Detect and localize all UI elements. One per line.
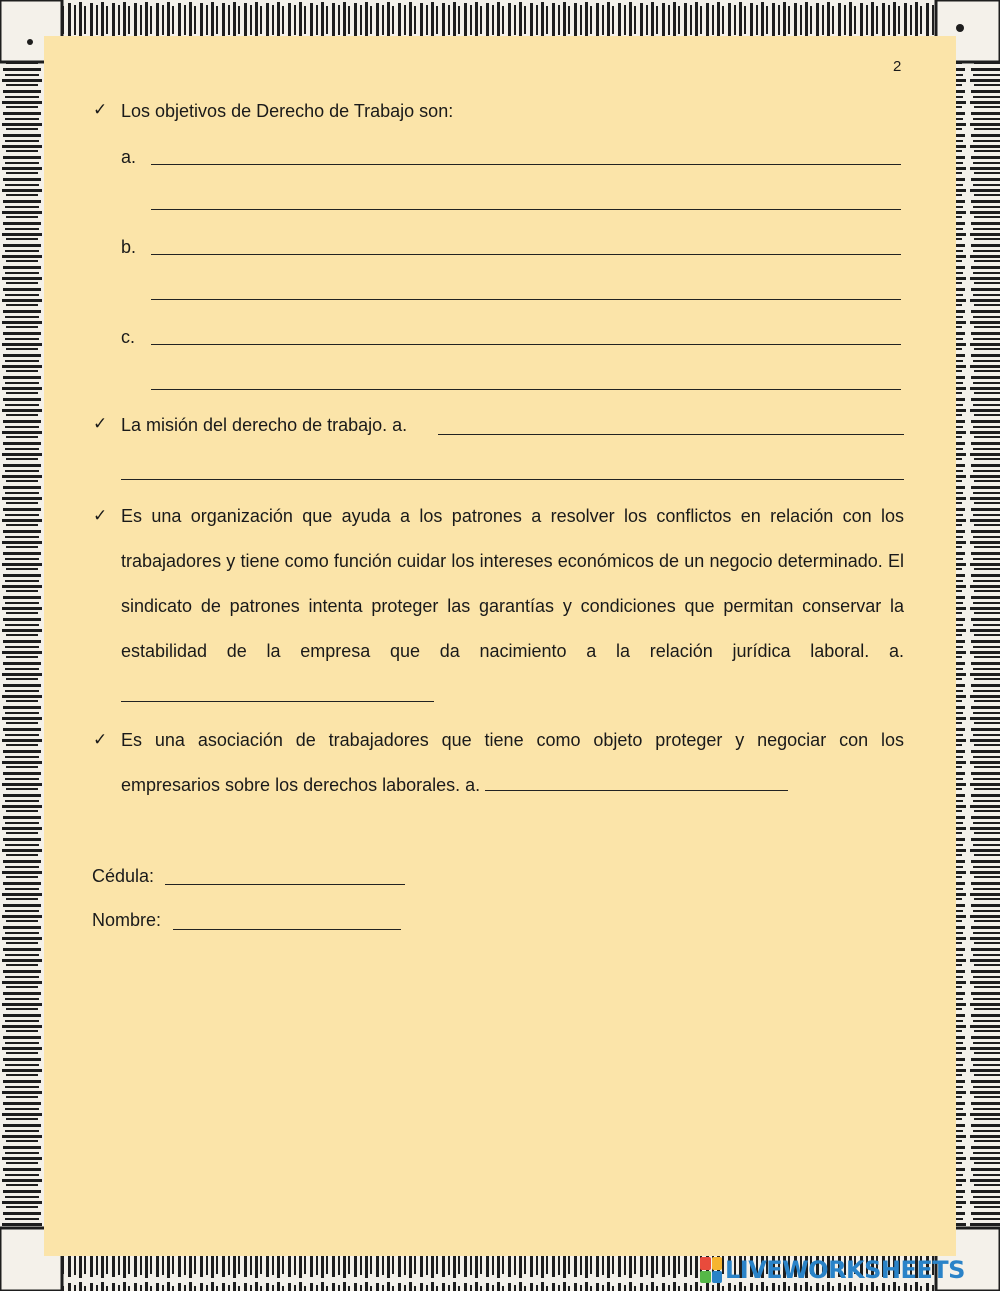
- answer-blank-4[interactable]: [485, 774, 788, 791]
- answer-line-b-1[interactable]: [151, 254, 901, 255]
- question-3-text: Es una organización que ayuda a los patrones a resolver los conflictos en relación con los trabajadores y tiene como función cuidar los intereses económicos de un negocio determinado. El sindicato de patrones intenta proteger las garantías y condiciones que permitan conservar la estabilidad de la empresa que da nacimiento a la relación jurídica laboral. a.: [121, 506, 904, 661]
- liveworksheets-watermark: [700, 1256, 965, 1284]
- sub-label-b: b.: [121, 237, 137, 257]
- sub-label-c: c.: [121, 327, 136, 347]
- answer-blank-3[interactable]: [121, 685, 434, 702]
- checkmark-icon: ✓: [93, 100, 108, 119]
- nombre-label: Nombre:: [92, 910, 162, 930]
- answer-line-a-2[interactable]: [151, 209, 901, 210]
- watermark-text: LIVEWORKSHEETS: [725, 1256, 965, 1284]
- liveworksheets-logo-icon: [700, 1257, 722, 1283]
- answer-line-b-2[interactable]: [151, 299, 901, 300]
- question-4-text: Es una asociación de trabajadores que tiene como objeto proteger y negociar con los empresarios sobre los derechos laborales. a.: [121, 730, 904, 795]
- cedula-label: Cédula:: [92, 866, 155, 886]
- answer-line-a-1[interactable]: [151, 164, 901, 165]
- question-1-text: Los objetivos de Derecho de Trabajo son:: [121, 101, 454, 121]
- answer-line-2-2[interactable]: [121, 479, 904, 480]
- checkmark-icon: ✓: [93, 414, 108, 433]
- question-3-paragraph: [121, 494, 904, 719]
- question-4-paragraph: [121, 718, 904, 808]
- checkmark-icon: ✓: [93, 506, 108, 525]
- checkmark-icon: ✓: [93, 730, 108, 749]
- sub-label-a: a.: [121, 147, 137, 167]
- cedula-field[interactable]: [165, 884, 405, 885]
- question-2-text: La misión del derecho de trabajo. a.: [121, 415, 408, 435]
- page-number: 2: [893, 58, 902, 75]
- answer-line-c-2[interactable]: [151, 389, 901, 390]
- nombre-field[interactable]: [173, 929, 401, 930]
- answer-line-2-1[interactable]: [438, 434, 904, 435]
- answer-line-c-1[interactable]: [151, 344, 901, 345]
